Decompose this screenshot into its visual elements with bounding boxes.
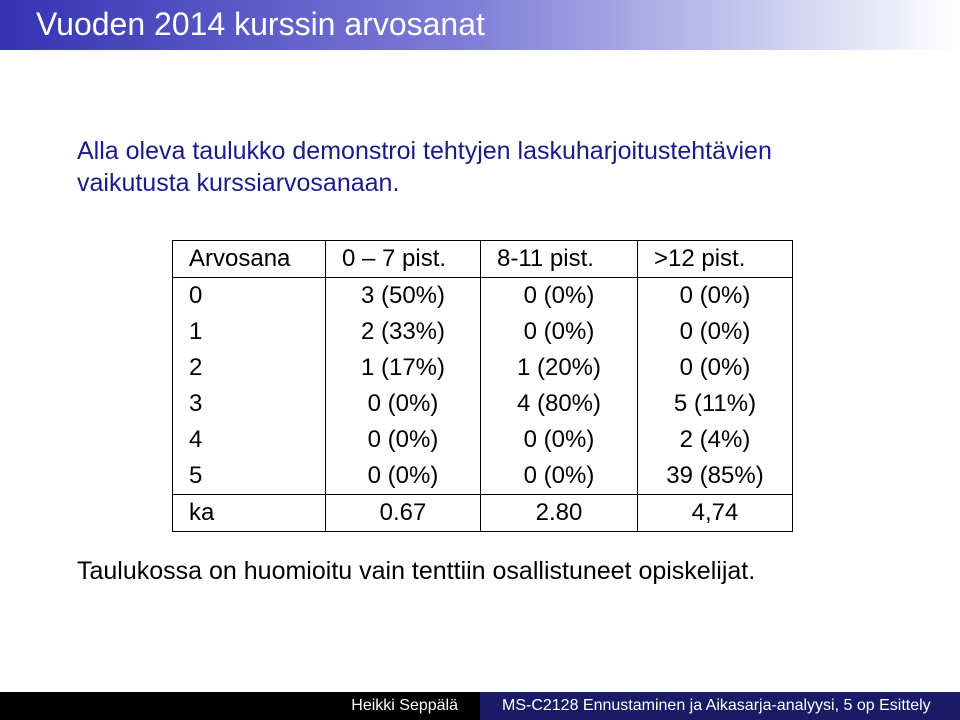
average-cell: 0.67 bbox=[326, 495, 481, 532]
header-12-points: >12 pist. bbox=[638, 241, 793, 278]
table-cell: 0 (0%) bbox=[481, 422, 638, 458]
average-cell: 2.80 bbox=[481, 495, 638, 532]
grade-cell: 5 bbox=[173, 458, 326, 495]
table-cell: 1 (17%) bbox=[326, 350, 481, 386]
table-cell: 2 (4%) bbox=[638, 422, 793, 458]
header-8-11-points: 8-11 pist. bbox=[481, 241, 638, 278]
intro-line-2: vaikutusta kurssiarvosanaan. bbox=[77, 169, 400, 197]
table-cell: 0 (0%) bbox=[326, 458, 481, 495]
table-row bbox=[173, 278, 793, 315]
table-cell: 39 (85%) bbox=[638, 458, 793, 495]
header-grade: Arvosana bbox=[173, 241, 326, 278]
table-cell: 0 (0%) bbox=[638, 278, 793, 315]
table-row bbox=[173, 314, 793, 350]
table-cell: 0 (0%) bbox=[326, 422, 481, 458]
table-cell: 0 (0%) bbox=[481, 458, 638, 495]
table-row bbox=[173, 386, 793, 422]
table-cell: 2 (33%) bbox=[326, 314, 481, 350]
table-row bbox=[173, 458, 793, 495]
table-cell: 3 (50%) bbox=[326, 278, 481, 315]
grade-cell: 2 bbox=[173, 350, 326, 386]
footnote-text: Taulukossa on huomioitu vain tenttiin osallistuneet opiskelijat. bbox=[77, 557, 756, 585]
table-cell: 1 (20%) bbox=[481, 350, 638, 386]
table-cell: 0 (0%) bbox=[638, 314, 793, 350]
title-bar bbox=[0, 0, 960, 50]
table-cell: 0 (0%) bbox=[481, 314, 638, 350]
grades-table bbox=[172, 240, 793, 532]
table-cell: 4 (80%) bbox=[481, 386, 638, 422]
average-cell: 4,74 bbox=[638, 495, 793, 532]
slide-title: Vuoden 2014 kurssin arvosanat bbox=[36, 6, 485, 42]
average-row bbox=[173, 495, 793, 532]
table-cell: 0 (0%) bbox=[638, 350, 793, 386]
intro-paragraph bbox=[77, 135, 877, 199]
grade-cell: 0 bbox=[173, 278, 326, 315]
grade-cell: 4 bbox=[173, 422, 326, 458]
table-cell: 5 (11%) bbox=[638, 386, 793, 422]
footer-author: Heikki Seppälä bbox=[0, 692, 480, 720]
table-cell: 0 (0%) bbox=[326, 386, 481, 422]
table-header-row bbox=[173, 241, 793, 278]
intro-line-1: Alla oleva taulukko demonstroi tehtyjen laskuharjoitustehtävien bbox=[77, 137, 772, 165]
table-row bbox=[173, 350, 793, 386]
footer-bar bbox=[0, 692, 960, 720]
footer-course: MS-C2128 Ennustaminen ja Aikasarja-analyysi, 5 op Esittely bbox=[480, 692, 960, 720]
grade-cell: 1 bbox=[173, 314, 326, 350]
header-0-7-points: 0 – 7 pist. bbox=[326, 241, 481, 278]
grade-cell: 3 bbox=[173, 386, 326, 422]
average-label: ka bbox=[173, 495, 326, 532]
table-cell: 0 (0%) bbox=[481, 278, 638, 315]
table-row bbox=[173, 422, 793, 458]
